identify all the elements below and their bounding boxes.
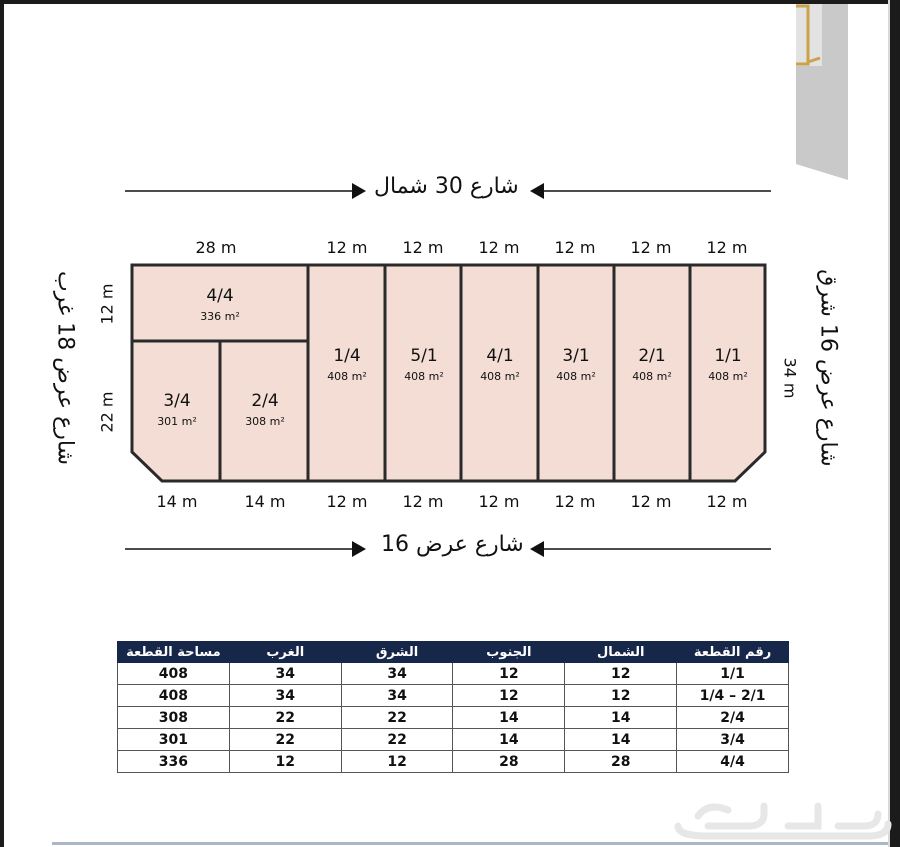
cell-south: 14 (453, 729, 565, 751)
cell-north: 28 (565, 751, 677, 773)
plot-5-1 (404, 346, 444, 383)
bottom-divider (52, 842, 888, 845)
plot-id: 2/1 (638, 346, 666, 366)
dim-top-plot-4-1: 12 m (478, 238, 520, 257)
dim-right: 34 m (780, 357, 800, 399)
cell-west: 34 (229, 685, 341, 707)
plot-2-1 (632, 346, 672, 383)
header-area: مساحة القطعة (118, 642, 230, 663)
north-arrow-left-head (352, 183, 366, 199)
cell-south: 14 (453, 707, 565, 729)
cell-plot-number: 3/4 (677, 729, 789, 751)
cell-east: 22 (341, 707, 453, 729)
plot-id: 1/4 (333, 346, 361, 366)
cell-south: 12 (453, 663, 565, 685)
plot-id: 3/4 (163, 391, 191, 411)
cell-plot-number: 1/1 (677, 663, 789, 685)
plot-4-4 (200, 286, 240, 323)
plot-id: 4/4 (206, 286, 234, 306)
table-row (118, 751, 789, 773)
plot-2-4 (245, 391, 285, 428)
plot-area: 408 m² (708, 370, 748, 383)
dim-bottom-plot-3-4: 14 m (156, 492, 198, 511)
plot-id: 5/1 (410, 346, 438, 366)
cell-east: 34 (341, 663, 453, 685)
dim-left-top: 12 m (97, 283, 117, 325)
cell-north: 14 (565, 729, 677, 751)
plot-3-4 (157, 391, 197, 428)
cell-plot-number: 1/4 – 2/1 (677, 685, 789, 707)
plot-area: 408 m² (480, 370, 520, 383)
header-east: الشرق (341, 642, 453, 663)
cell-west: 34 (229, 663, 341, 685)
plot-1-1 (708, 346, 748, 383)
header-north: الشمال (565, 642, 677, 663)
cell-area: 336 (118, 751, 230, 773)
plot-area: 301 m² (157, 415, 197, 428)
cell-west: 12 (229, 751, 341, 773)
plot-id: 2/4 (251, 391, 279, 411)
dim-bottom-plot-1-1: 12 m (706, 492, 748, 511)
cell-west: 22 (229, 707, 341, 729)
plot-4-1 (480, 346, 520, 383)
plot-area: 408 m² (327, 370, 367, 383)
plot-id: 1/1 (714, 346, 742, 366)
cell-area: 408 (118, 663, 230, 685)
header-west: الغرب (229, 642, 341, 663)
plot-area: 336 m² (200, 310, 240, 323)
cell-east: 22 (341, 729, 453, 751)
street-north-label: شارع 30 شمال (374, 174, 519, 199)
dim-bottom-plot-2-1: 12 m (630, 492, 672, 511)
street-south-label: شارع عرض 16 (381, 532, 524, 557)
dim-top-plot-5-1: 12 m (402, 238, 444, 257)
plot-3-1 (556, 346, 596, 383)
dim-top-plot-3-1: 12 m (554, 238, 596, 257)
cell-east: 12 (341, 751, 453, 773)
cell-south: 12 (453, 685, 565, 707)
cell-east: 34 (341, 685, 453, 707)
table-row (118, 663, 789, 685)
dim-top-plot-2-1: 12 m (630, 238, 672, 257)
street-east-label: شارع عرض 16 شرق (815, 269, 841, 467)
plot-area: 408 m² (556, 370, 596, 383)
dim-top-plot-4-4: 28 m (195, 238, 237, 257)
cell-north: 12 (565, 685, 677, 707)
dim-top-plot-1-1: 12 m (706, 238, 748, 257)
table-row (118, 729, 789, 751)
dim-bottom-plot-4-1: 12 m (478, 492, 520, 511)
header-south: الجنوب (453, 642, 565, 663)
plots-table (117, 641, 789, 773)
south-arrow-left-head (352, 541, 366, 557)
plot-area: 308 m² (245, 415, 285, 428)
dim-bottom-plot-2-4: 14 m (244, 492, 286, 511)
plot-area: 408 m² (404, 370, 444, 383)
haraj-logo-watermark-icon (668, 796, 894, 842)
header-plot-number: رقم القطعة (677, 642, 789, 663)
plot-area: 408 m² (632, 370, 672, 383)
cell-area: 308 (118, 707, 230, 729)
plot-id: 4/1 (486, 346, 514, 366)
dim-left-bottom: 22 m (97, 391, 117, 433)
dim-bottom-plot-3-1: 12 m (554, 492, 596, 511)
table-row (118, 685, 789, 707)
plot-id: 3/1 (562, 346, 590, 366)
dim-bottom-plot-1-4: 12 m (326, 492, 368, 511)
plot-1-4 (327, 346, 367, 383)
cell-north: 12 (565, 663, 677, 685)
table-row (118, 707, 789, 729)
cell-south: 28 (453, 751, 565, 773)
dim-bottom-plot-5-1: 12 m (402, 492, 444, 511)
street-west-label: شارع عرض 18 غرب (52, 270, 78, 466)
cell-plot-number: 2/4 (677, 707, 789, 729)
cell-area: 408 (118, 685, 230, 707)
table-header-row (118, 642, 789, 663)
south-arrow-right-head (530, 541, 544, 557)
cell-plot-number: 4/4 (677, 751, 789, 773)
dim-top-plot-1-4: 12 m (326, 238, 368, 257)
cell-area: 301 (118, 729, 230, 751)
north-arrow-right-head (530, 183, 544, 199)
cell-west: 22 (229, 729, 341, 751)
cell-north: 14 (565, 707, 677, 729)
